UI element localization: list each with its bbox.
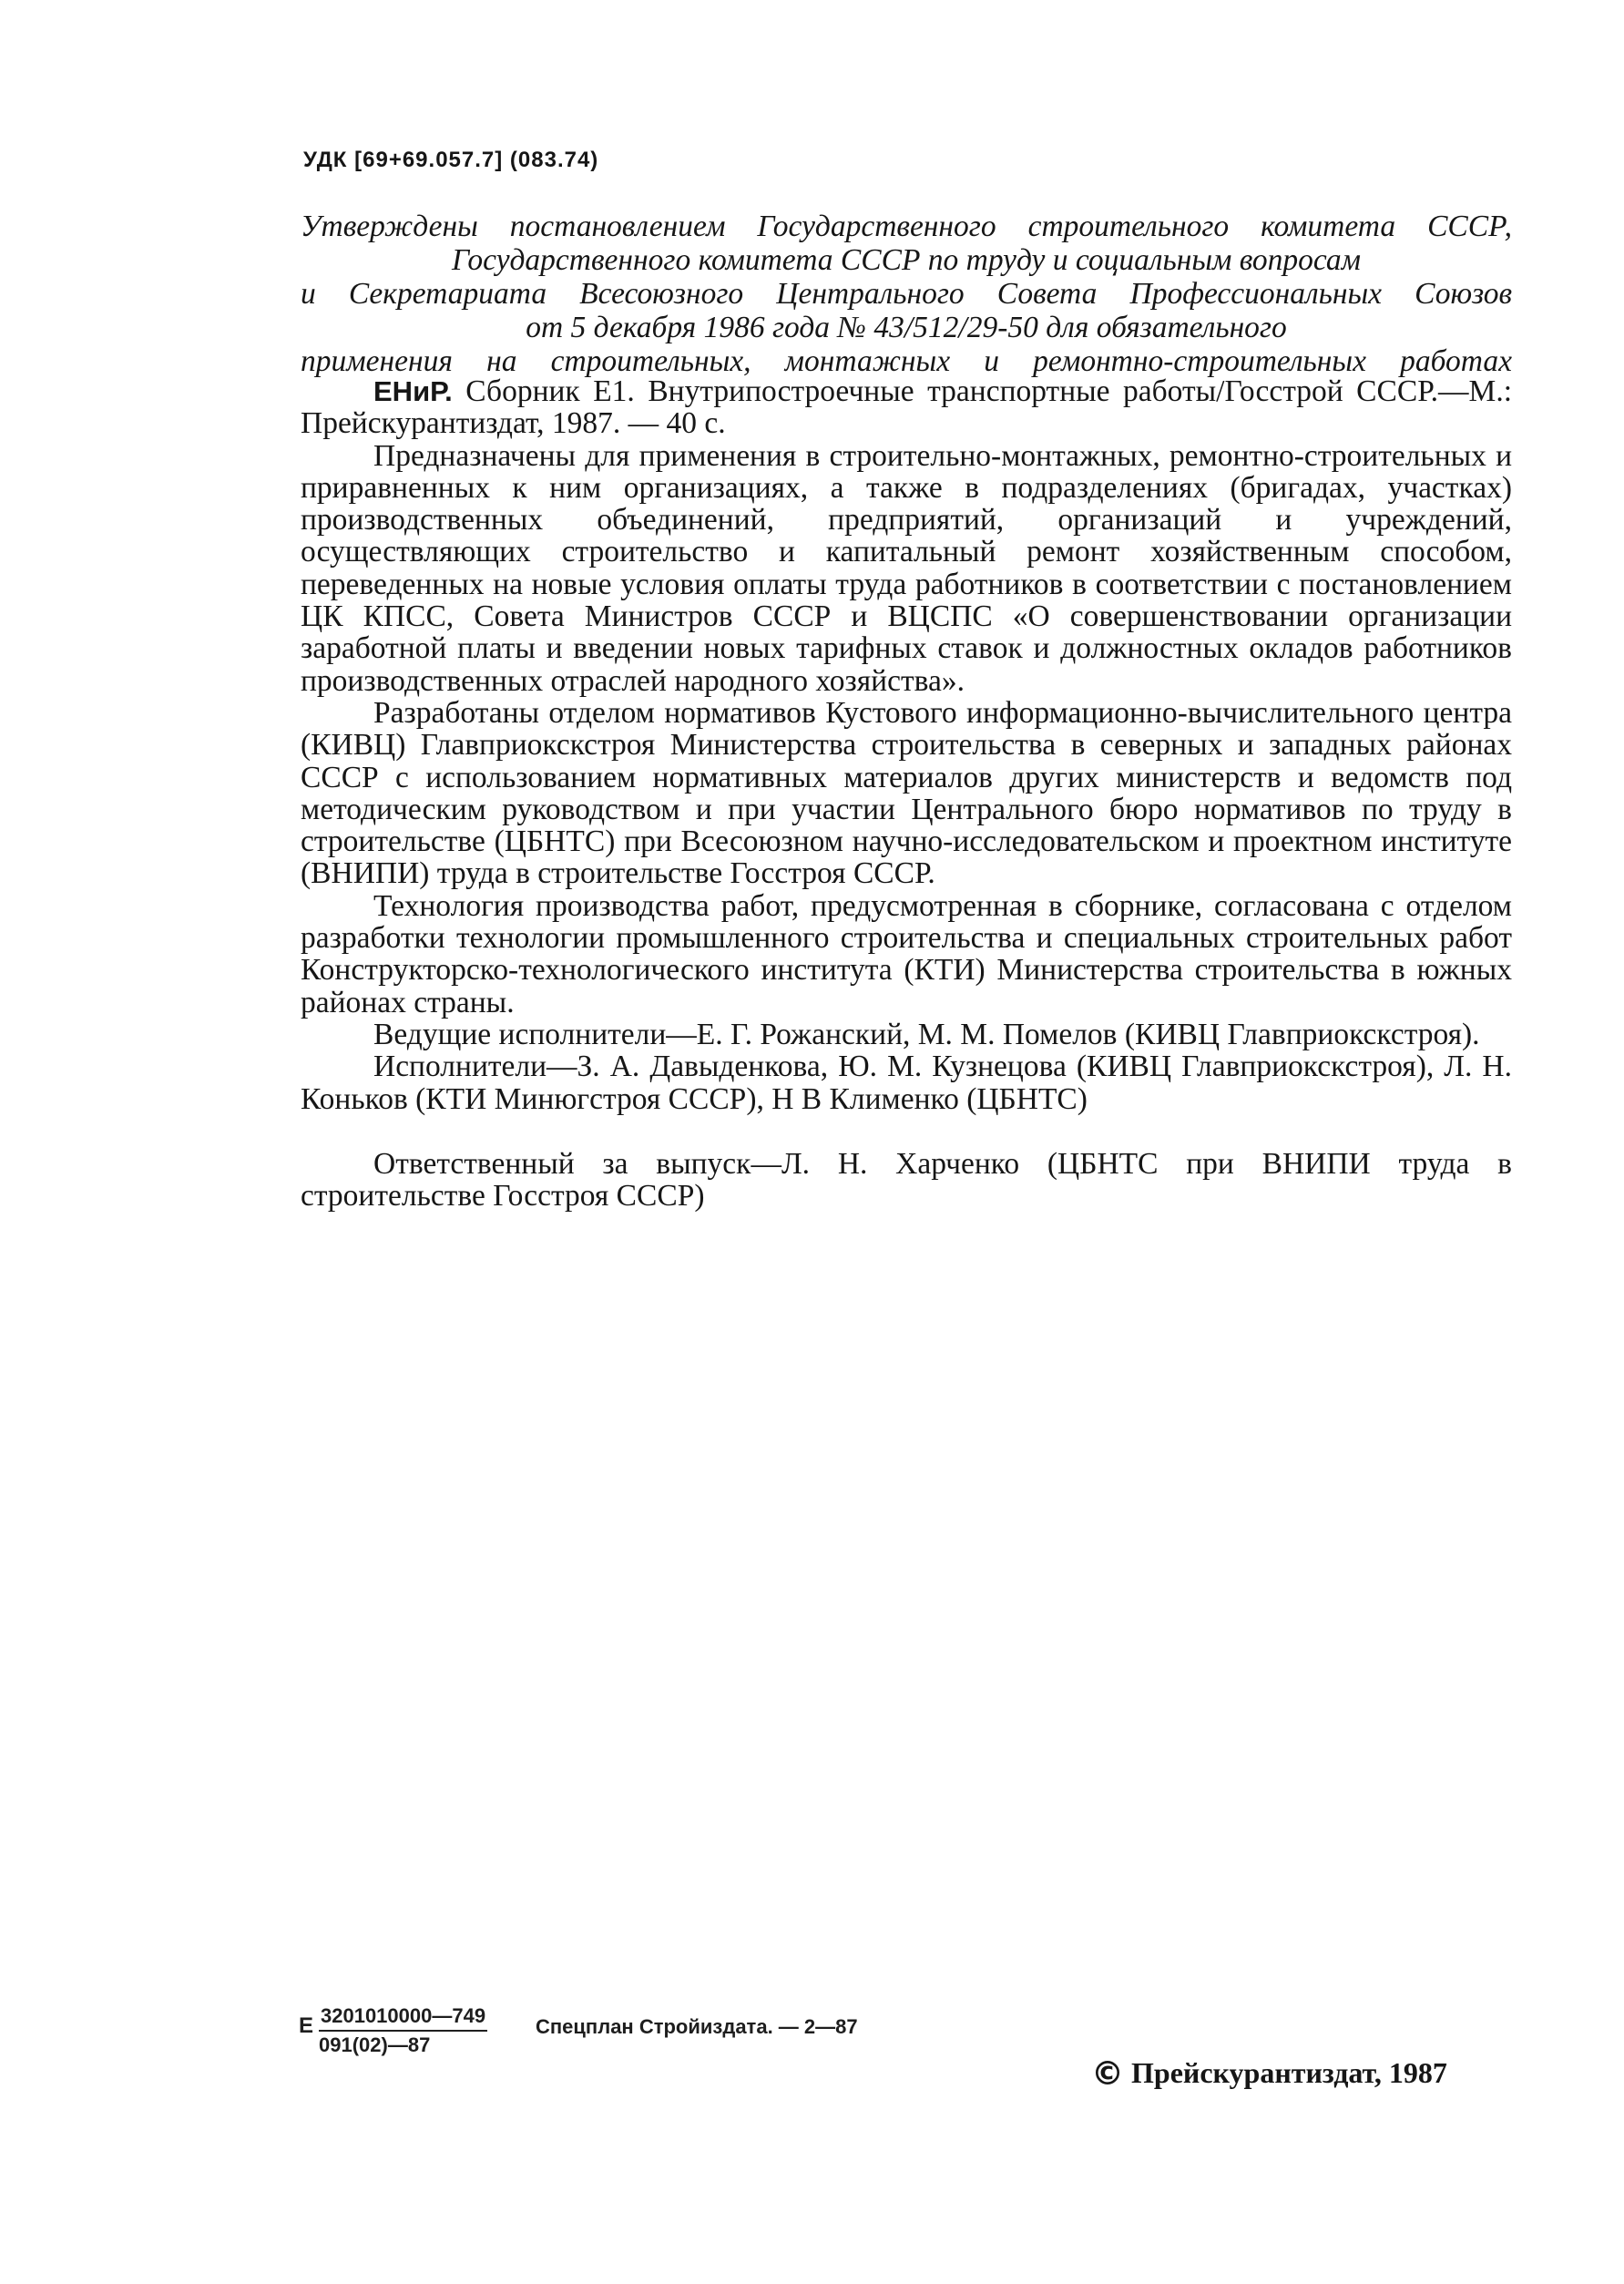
paragraph-lead-executors: Ведущие исполнители—Е. Г. Рожанский, М. М. Помелов (КИВЦ Главприокскстроя). xyxy=(373,1017,1480,1051)
udk-code: УДК [69+69.057.7] (083.74) xyxy=(303,148,599,172)
approval-line-4: от 5 декабря 1986 года № 43/512/29-50 для обязательного xyxy=(526,311,1287,344)
citation-title: ЕНиР. xyxy=(373,375,453,407)
approval-line-2: Государственного комитета СССР по труду и социальным вопросам xyxy=(452,243,1361,277)
citation xyxy=(301,375,1512,440)
paragraph-executors: Исполнители—З. А. Давыденкова, Ю. М. Кузнецова (КИВЦ Главприокскстроя), Л. Н. Коньков (КТИ Минюгстроя СССР), Н В Клименко (ЦБНТС) xyxy=(301,1050,1512,1116)
paragraph-developers: Разработаны отделом нормативов Кустового информационно-вычислительного центра (КИВЦ) Главприокскстроя Министерства строительства в северных и западных районах СССР с использованием нормативных материалов других министерств и ведомств под методическим руководством и при участии Центрального бюро нормативов по труду в строительстве (ЦБНТС) при Всесоюзном научно-исследовательском и проектном институте (ВНИПИ) труда в строительстве Госстроя СССР. xyxy=(301,695,1512,891)
approval-line-3: и Секретариата Всесоюзного Центрального Совета Профессиональных Союзов xyxy=(301,277,1512,311)
document-body xyxy=(301,375,1512,1212)
imprint-numerator: 3201010000—749 xyxy=(319,2004,487,2032)
approval-line-5: применения на строительных, монтажных и ремонтно-строительных работах xyxy=(301,344,1512,378)
copyright-text: Прейскурантиздат, 1987 xyxy=(1131,2056,1447,2089)
imprint-denominator: 091(02)—87 xyxy=(319,2033,431,2056)
imprint-letter: Е xyxy=(299,2013,314,2038)
copyright-notice xyxy=(1091,2055,1447,2093)
paragraph-technology: Технология производства работ, предусмотренная в сборнике, согласована с отделом разработки технологии промышленного строительства и специальных строительных работ Конструкторско-технологического института (КТИ) Министерства строительства в южных районах страны. xyxy=(301,888,1512,1019)
imprint-fraction xyxy=(319,2004,487,2057)
approval-statement xyxy=(301,210,1512,378)
approval-line-1: Утверждены постановлением Государственного строительного комитета СССР, xyxy=(301,210,1512,243)
citation-text: Сборник Е1. Внутрипостроечные транспортные работы/Госстрой СССР.—М.: Прейскурантиздат, 1987. — 40 с. xyxy=(301,374,1513,441)
paragraph-purpose: Предназначены для применения в строительно-монтажных, ремонтно-строительных и приравненных к ним организациях, а также в подразделениях (бригадах, участках) производственных объединений, предприятий, организаций и учреждений, осуществляющих строительство и капитальный ремонт хозяйственным способом, переведенных на новые условия оплаты труда работников в соответствии с постановлением ЦК КПСС, Совета Министров СССР и ВЦСПС «О совершенствовании организации заработной платы и введении новых тарифных ставок и должностных окладов работников производственных отраслей народного хозяйства». xyxy=(301,438,1512,698)
imprint-plan: Спецплан Стройиздата. — 2—87 xyxy=(536,2015,858,2038)
paragraph-responsible: Ответственный за выпуск—Л. Н. Харченко (ЦБНТС при ВНИПИ труда в строительстве Госстроя СССР) xyxy=(301,1146,1512,1214)
copyright-icon: © xyxy=(1091,2055,1124,2093)
